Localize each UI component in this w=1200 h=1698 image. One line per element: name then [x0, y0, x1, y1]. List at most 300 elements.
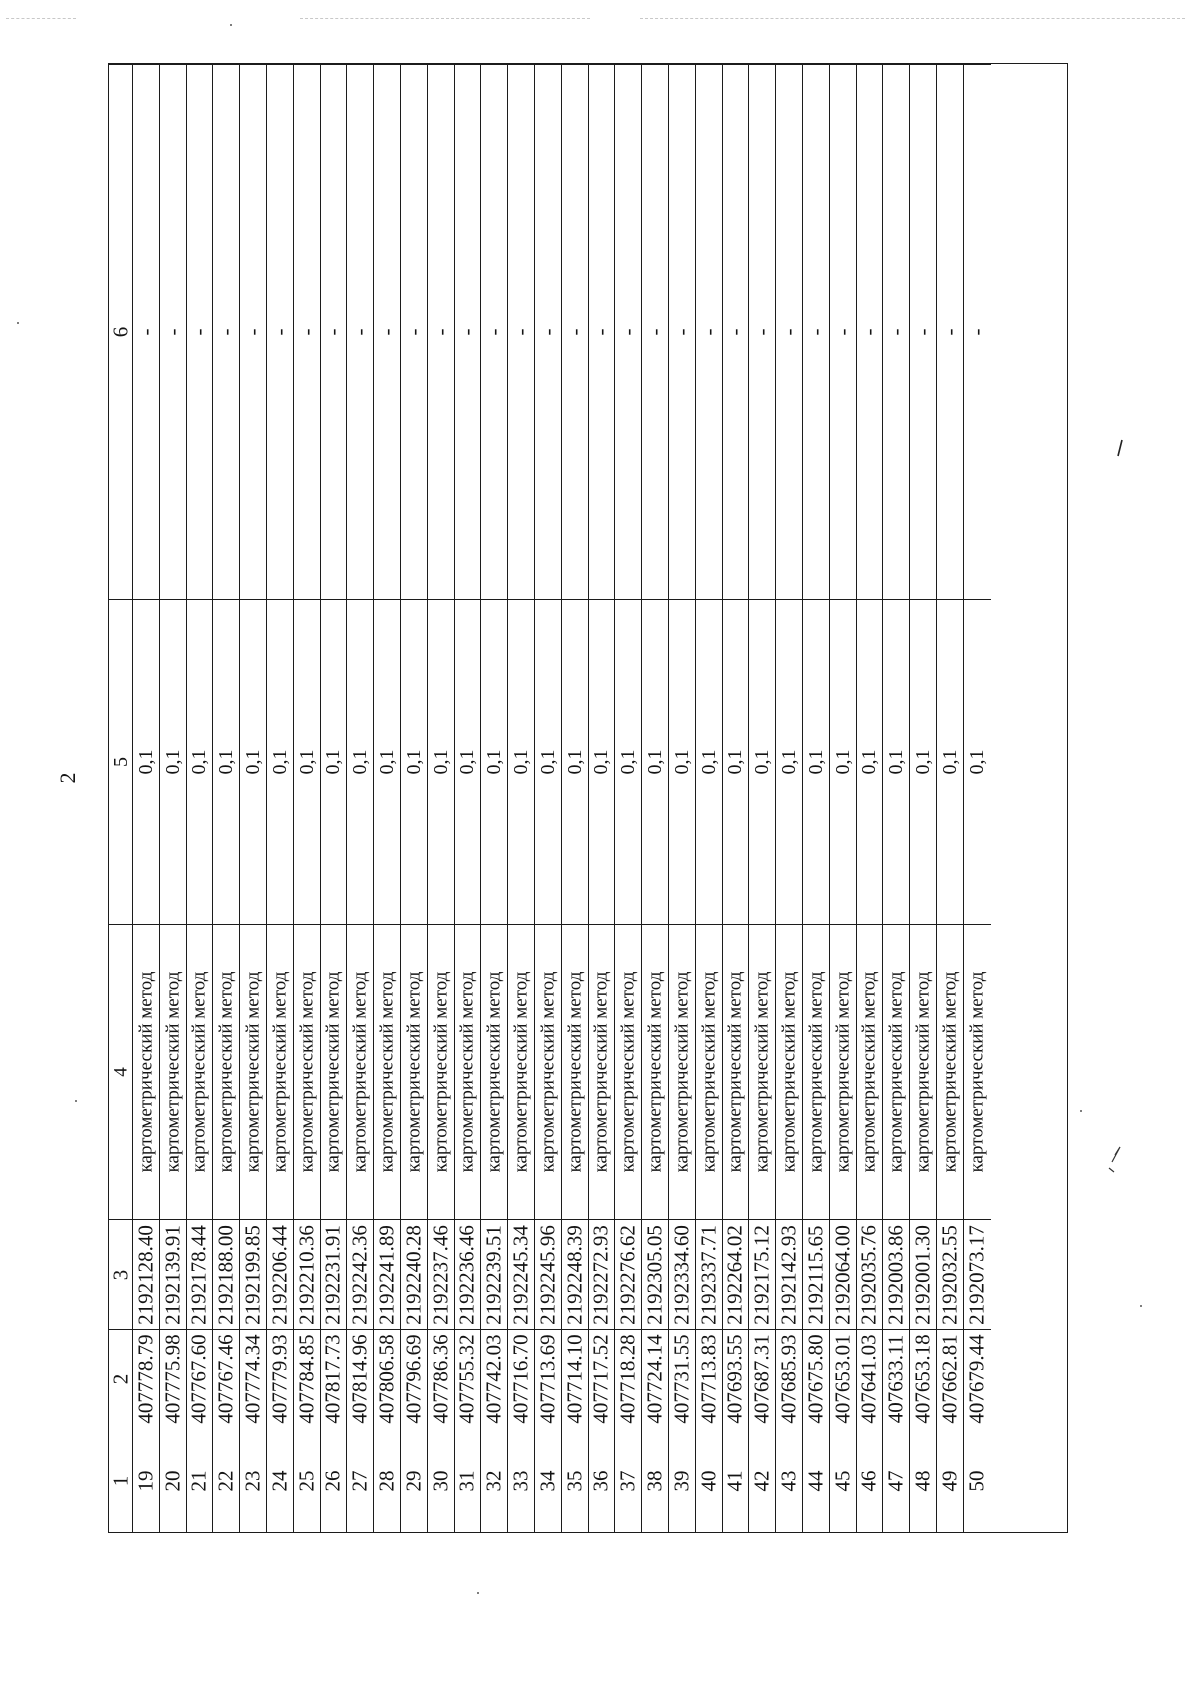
- cell-x-coordinate: [374, 1329, 400, 1427]
- header-cell-point-number: [109, 1427, 132, 1534]
- cell-text-method: картометрический метод: [188, 971, 210, 1173]
- cell-text-note: -: [669, 328, 694, 336]
- cell-note: [481, 64, 507, 599]
- cell-text-point-number: 25: [294, 1470, 319, 1491]
- cell-point-number: [857, 1427, 883, 1534]
- cell-text-y-coordinate: 2192231.91: [320, 1224, 345, 1325]
- cell-y-coordinate: [642, 1219, 668, 1329]
- cell-accuracy: [937, 599, 963, 924]
- cell-text-accuracy: 0,1: [402, 749, 425, 775]
- cell-text-y-coordinate: 2192239.51: [481, 1224, 506, 1325]
- cell-x-coordinate: [937, 1329, 963, 1427]
- cell-text-accuracy: 0,1: [644, 749, 667, 775]
- cell-point-number: [374, 1427, 400, 1534]
- cell-text-x-coordinate: 407779.93: [267, 1333, 292, 1424]
- cell-x-coordinate: [696, 1329, 722, 1427]
- header-label-note: 6: [108, 326, 132, 338]
- cell-text-method: картометрический метод: [590, 971, 612, 1173]
- cell-point-number: [321, 1427, 347, 1534]
- cell-note: [508, 64, 534, 599]
- cell-method: [910, 924, 936, 1219]
- cell-x-coordinate: [508, 1329, 534, 1427]
- cell-y-coordinate: [347, 1219, 373, 1329]
- cell-note: [642, 64, 668, 599]
- cell-text-method: картометрический метод: [617, 971, 639, 1173]
- cell-x-coordinate: [187, 1329, 213, 1427]
- cell-text-accuracy: 0,1: [938, 749, 961, 775]
- cell-note: [803, 64, 829, 599]
- cell-text-x-coordinate: 407713.83: [696, 1333, 721, 1424]
- cell-text-y-coordinate: 2192248.39: [562, 1224, 587, 1325]
- cell-x-coordinate: [347, 1329, 373, 1427]
- cell-text-method: картометрический метод: [724, 971, 746, 1173]
- cell-text-note: -: [213, 328, 238, 336]
- cell-text-accuracy: 0,1: [295, 749, 318, 775]
- cell-text-note: -: [133, 328, 158, 336]
- cell-text-method: картометрический метод: [832, 971, 854, 1173]
- cell-text-point-number: 50: [964, 1470, 989, 1491]
- cell-text-accuracy: 0,1: [268, 749, 291, 775]
- cell-note: [294, 64, 320, 599]
- cell-note: [776, 64, 802, 599]
- cell-text-accuracy: 0,1: [510, 749, 533, 775]
- cell-text-point-number: 45: [830, 1470, 855, 1491]
- header-label-y-coordinate: 3: [108, 1269, 132, 1280]
- header-cell-accuracy: [109, 599, 132, 924]
- cell-text-accuracy: 0,1: [188, 749, 211, 775]
- cell-text-method: картометрический метод: [698, 971, 720, 1173]
- cell-text-point-number: 46: [856, 1470, 881, 1491]
- cell-accuracy: [481, 599, 507, 924]
- cell-text-y-coordinate: 2192178.44: [186, 1224, 211, 1325]
- cell-x-coordinate: [133, 1329, 159, 1427]
- cell-text-y-coordinate: 2192210.36: [294, 1224, 319, 1325]
- header-label-method: 4: [110, 1067, 131, 1077]
- cell-text-accuracy: 0,1: [617, 749, 640, 775]
- cell-method: [133, 924, 159, 1219]
- cell-text-y-coordinate: 2192241.89: [374, 1224, 399, 1325]
- cell-text-accuracy: 0,1: [724, 749, 747, 775]
- cell-text-x-coordinate: 407687.31: [749, 1333, 774, 1424]
- cell-note: [213, 64, 239, 599]
- cell-y-coordinate: [749, 1219, 775, 1329]
- cell-text-point-number: 31: [454, 1470, 479, 1491]
- cell-text-y-coordinate: 2192128.40: [133, 1224, 158, 1325]
- cell-method: [830, 924, 856, 1219]
- header-cell-method: [109, 924, 132, 1219]
- table-row: [321, 64, 348, 1532]
- cell-text-accuracy: 0,1: [456, 749, 479, 775]
- cell-accuracy: [321, 599, 347, 924]
- cell-note: [455, 64, 481, 599]
- cell-text-note: -: [749, 328, 774, 336]
- table-row: [347, 64, 374, 1532]
- cell-note: [830, 64, 856, 599]
- cell-note: [857, 64, 883, 599]
- table-row: [589, 64, 616, 1532]
- cell-text-note: -: [454, 328, 479, 336]
- cell-note: [589, 64, 615, 599]
- cell-y-coordinate: [321, 1219, 347, 1329]
- cell-method: [696, 924, 722, 1219]
- cell-method: [294, 924, 320, 1219]
- cell-text-x-coordinate: 407755.32: [454, 1333, 479, 1424]
- table-row: [213, 64, 240, 1532]
- cell-method: [347, 924, 373, 1219]
- cell-y-coordinate: [481, 1219, 507, 1329]
- cell-text-y-coordinate: 2192032.55: [937, 1224, 962, 1325]
- cell-text-x-coordinate: 407774.34: [240, 1333, 265, 1424]
- cell-point-number: [401, 1427, 427, 1534]
- header-label-point-number: 1: [108, 1475, 132, 1486]
- cell-y-coordinate: [187, 1219, 213, 1329]
- cell-text-accuracy: 0,1: [670, 749, 693, 775]
- cell-x-coordinate: [321, 1329, 347, 1427]
- cell-point-number: [723, 1427, 749, 1534]
- cell-text-note: -: [562, 328, 587, 336]
- cell-y-coordinate: [696, 1219, 722, 1329]
- cell-method: [481, 924, 507, 1219]
- cell-note: [187, 64, 213, 599]
- cell-text-accuracy: 0,1: [804, 749, 827, 775]
- cell-point-number: [589, 1427, 615, 1534]
- cell-text-note: -: [186, 328, 211, 336]
- cell-text-note: -: [401, 328, 426, 336]
- cell-point-number: [133, 1427, 159, 1534]
- cell-text-y-coordinate: 2192064.00: [830, 1224, 855, 1325]
- cell-point-number: [508, 1427, 534, 1534]
- table-row: [803, 64, 830, 1532]
- cell-text-y-coordinate: 2192188.00: [213, 1224, 238, 1325]
- cell-text-method: картометрический метод: [858, 971, 880, 1173]
- cell-x-coordinate: [964, 1329, 991, 1427]
- cell-text-y-coordinate: 2192242.36: [347, 1224, 372, 1325]
- cell-text-accuracy: 0,1: [349, 749, 372, 775]
- cell-text-point-number: 23: [240, 1470, 265, 1491]
- header-cell-y-coordinate: [109, 1219, 132, 1329]
- cell-accuracy: [401, 599, 427, 924]
- cell-text-method: картометрический метод: [483, 971, 505, 1173]
- cell-method: [803, 924, 829, 1219]
- cell-text-y-coordinate: 2192001.30: [910, 1224, 935, 1325]
- cell-point-number: [240, 1427, 266, 1534]
- cell-accuracy: [615, 599, 641, 924]
- cell-text-note: -: [347, 328, 372, 336]
- cell-text-note: -: [588, 328, 613, 336]
- cell-method: [508, 924, 534, 1219]
- cell-text-point-number: 29: [401, 1470, 426, 1491]
- cell-accuracy: [428, 599, 454, 924]
- cell-text-y-coordinate: 2192237.46: [428, 1224, 453, 1325]
- cell-text-note: -: [803, 328, 828, 336]
- cell-y-coordinate: [401, 1219, 427, 1329]
- cell-text-method: картометрический метод: [885, 971, 907, 1173]
- table-row: [455, 64, 482, 1532]
- cell-x-coordinate: [803, 1329, 829, 1427]
- cell-x-coordinate: [910, 1329, 936, 1427]
- cell-text-y-coordinate: 2192264.02: [722, 1224, 747, 1325]
- cell-note: [696, 64, 722, 599]
- cell-text-note: -: [481, 328, 506, 336]
- cell-text-point-number: 48: [910, 1470, 935, 1491]
- table-row: [696, 64, 723, 1532]
- cell-text-point-number: 30: [428, 1470, 453, 1491]
- cell-text-note: -: [937, 328, 962, 336]
- cell-text-method: картометрический метод: [296, 971, 318, 1173]
- cell-x-coordinate: [615, 1329, 641, 1427]
- cell-text-point-number: 40: [696, 1470, 721, 1491]
- cell-text-accuracy: 0,1: [161, 749, 184, 775]
- cell-text-x-coordinate: 407767.60: [186, 1333, 211, 1424]
- cell-text-note: -: [294, 328, 319, 336]
- cell-text-point-number: 32: [481, 1470, 506, 1491]
- cell-point-number: [294, 1427, 320, 1534]
- cell-text-note: -: [508, 328, 533, 336]
- cell-point-number: [213, 1427, 239, 1534]
- cell-text-x-coordinate: 407693.55: [722, 1333, 747, 1424]
- cell-text-y-coordinate: 2192272.93: [588, 1224, 613, 1325]
- cell-point-number: [267, 1427, 293, 1534]
- cell-point-number: [455, 1427, 481, 1534]
- table-row: [964, 64, 991, 1532]
- cell-text-y-coordinate: 2192035.76: [856, 1224, 881, 1325]
- cell-point-number: [964, 1427, 991, 1534]
- cell-text-x-coordinate: 407653.18: [910, 1333, 935, 1424]
- cell-accuracy: [213, 599, 239, 924]
- cell-x-coordinate: [481, 1329, 507, 1427]
- cell-method: [455, 924, 481, 1219]
- cell-accuracy: [883, 599, 909, 924]
- cell-text-x-coordinate: 407717.52: [588, 1333, 613, 1424]
- cell-accuracy: [267, 599, 293, 924]
- cell-point-number: [535, 1427, 561, 1534]
- cell-text-y-coordinate: 2192305.05: [642, 1224, 667, 1325]
- cell-point-number: [910, 1427, 936, 1534]
- cell-text-accuracy: 0,1: [536, 749, 559, 775]
- header-label-accuracy: 5: [109, 757, 132, 767]
- cell-text-x-coordinate: 407653.01: [830, 1333, 855, 1424]
- cell-y-coordinate: [267, 1219, 293, 1329]
- cell-text-accuracy: 0,1: [563, 749, 586, 775]
- cell-y-coordinate: [160, 1219, 186, 1329]
- cell-text-y-coordinate: 2192276.62: [615, 1224, 640, 1325]
- cell-text-x-coordinate: 407814.96: [347, 1333, 372, 1424]
- cell-method: [749, 924, 775, 1219]
- cell-text-note: -: [830, 328, 855, 336]
- cell-text-point-number: 36: [588, 1470, 613, 1491]
- cell-x-coordinate: [160, 1329, 186, 1427]
- cell-text-x-coordinate: 407718.28: [615, 1333, 640, 1424]
- cell-method: [642, 924, 668, 1219]
- cell-text-y-coordinate: 2192245.96: [535, 1224, 560, 1325]
- cell-text-accuracy: 0,1: [697, 749, 720, 775]
- cell-text-x-coordinate: 407786.36: [428, 1333, 453, 1424]
- cell-text-method: картометрический метод: [135, 971, 157, 1173]
- cell-note: [133, 64, 159, 599]
- cell-text-accuracy: 0,1: [322, 749, 345, 775]
- cell-text-x-coordinate: 407796.69: [401, 1333, 426, 1424]
- cell-point-number: [187, 1427, 213, 1534]
- cell-y-coordinate: [723, 1219, 749, 1329]
- cell-text-accuracy: 0,1: [134, 749, 157, 775]
- cell-text-x-coordinate: 407675.80: [803, 1333, 828, 1424]
- cell-method: [964, 924, 991, 1219]
- cell-accuracy: [669, 599, 695, 924]
- cell-y-coordinate: [776, 1219, 802, 1329]
- cell-y-coordinate: [669, 1219, 695, 1329]
- table-row: [669, 64, 696, 1532]
- cell-text-y-coordinate: 2192199.85: [240, 1224, 265, 1325]
- cell-text-point-number: 26: [320, 1470, 345, 1491]
- cell-x-coordinate: [267, 1329, 293, 1427]
- cell-text-method: картометрический метод: [912, 971, 934, 1173]
- cell-note: [374, 64, 400, 599]
- cell-text-note: -: [428, 328, 453, 336]
- cell-text-point-number: 24: [267, 1470, 292, 1491]
- cell-text-note: -: [722, 328, 747, 336]
- table-row: [749, 64, 776, 1532]
- cell-method: [428, 924, 454, 1219]
- cell-text-method: картометрический метод: [671, 971, 693, 1173]
- cell-x-coordinate: [830, 1329, 856, 1427]
- cell-accuracy: [776, 599, 802, 924]
- cell-text-method: картометрический метод: [162, 971, 184, 1173]
- cell-method: [937, 924, 963, 1219]
- cell-note: [347, 64, 373, 599]
- cell-text-point-number: 28: [374, 1470, 399, 1491]
- cell-point-number: [669, 1427, 695, 1534]
- cell-accuracy: [589, 599, 615, 924]
- cell-text-point-number: 27: [347, 1470, 372, 1491]
- cell-text-point-number: 43: [776, 1470, 801, 1491]
- cell-text-point-number: 49: [937, 1470, 962, 1491]
- cell-point-number: [615, 1427, 641, 1534]
- table-row: [374, 64, 401, 1532]
- cell-text-x-coordinate: 407784.85: [294, 1333, 319, 1424]
- cell-accuracy: [696, 599, 722, 924]
- table-row: [187, 64, 214, 1532]
- table-row: [160, 64, 187, 1532]
- cell-point-number: [776, 1427, 802, 1534]
- coordinate-table: [108, 63, 1068, 1533]
- cell-text-x-coordinate: 407767.46: [213, 1333, 238, 1424]
- cell-text-point-number: 21: [186, 1470, 211, 1491]
- cell-text-note: -: [910, 328, 935, 336]
- cell-text-point-number: 33: [508, 1470, 533, 1491]
- table-row: [294, 64, 321, 1532]
- cell-accuracy: [347, 599, 373, 924]
- cell-text-note: -: [964, 328, 989, 336]
- cell-text-method: картометрический метод: [456, 971, 478, 1173]
- cell-text-point-number: 47: [883, 1470, 908, 1491]
- cell-note: [937, 64, 963, 599]
- cell-y-coordinate: [294, 1219, 320, 1329]
- cell-x-coordinate: [240, 1329, 266, 1427]
- table-row: [401, 64, 428, 1532]
- cell-text-method: картометрический метод: [644, 971, 666, 1173]
- cell-text-note: -: [883, 328, 908, 336]
- cell-text-x-coordinate: 407731.55: [669, 1333, 694, 1424]
- cell-text-x-coordinate: 407633.11: [883, 1334, 908, 1423]
- cell-accuracy: [294, 599, 320, 924]
- cell-text-x-coordinate: 407724.14: [642, 1333, 667, 1424]
- cell-point-number: [642, 1427, 668, 1534]
- cell-text-x-coordinate: 407742.03: [481, 1333, 506, 1424]
- cell-point-number: [883, 1427, 909, 1534]
- cell-accuracy: [910, 599, 936, 924]
- cell-note: [160, 64, 186, 599]
- cell-method: [213, 924, 239, 1219]
- cell-point-number: [749, 1427, 775, 1534]
- cell-y-coordinate: [508, 1219, 534, 1329]
- cell-text-x-coordinate: 407714.10: [562, 1333, 587, 1424]
- cell-text-note: -: [374, 328, 399, 336]
- cell-y-coordinate: [964, 1219, 991, 1329]
- cell-x-coordinate: [749, 1329, 775, 1427]
- cell-text-note: -: [615, 328, 640, 336]
- cell-text-accuracy: 0,1: [751, 749, 774, 775]
- cell-text-accuracy: 0,1: [831, 749, 854, 775]
- cell-method: [589, 924, 615, 1219]
- cell-point-number: [481, 1427, 507, 1534]
- cell-x-coordinate: [401, 1329, 427, 1427]
- cell-accuracy: [830, 599, 856, 924]
- cell-y-coordinate: [589, 1219, 615, 1329]
- cell-text-method: картометрический метод: [510, 971, 532, 1173]
- cell-text-method: картометрический метод: [215, 971, 237, 1173]
- cell-y-coordinate: [374, 1219, 400, 1329]
- cell-text-method: картометрический метод: [778, 971, 800, 1173]
- cell-note: [401, 64, 427, 599]
- cell-text-method: картометрический метод: [376, 971, 398, 1173]
- cell-point-number: [160, 1427, 186, 1534]
- cell-method: [669, 924, 695, 1219]
- cell-text-y-coordinate: 2192175.12: [749, 1224, 774, 1325]
- cell-method: [857, 924, 883, 1219]
- cell-text-method: картометрический метод: [751, 971, 773, 1173]
- cell-method: [240, 924, 266, 1219]
- cell-x-coordinate: [294, 1329, 320, 1427]
- cell-note: [669, 64, 695, 599]
- table-row: [535, 64, 562, 1532]
- cell-text-y-coordinate: 2192206.44: [267, 1224, 292, 1325]
- cell-text-y-coordinate: 2192236.46: [454, 1224, 479, 1325]
- table-row: [562, 64, 589, 1532]
- cell-text-note: -: [267, 328, 292, 336]
- cell-text-method: картометрический метод: [322, 971, 344, 1173]
- table-row: [267, 64, 294, 1532]
- cell-text-point-number: 38: [642, 1470, 667, 1491]
- cell-text-y-coordinate: 2192115.65: [803, 1225, 828, 1324]
- table-row: [642, 64, 669, 1532]
- cell-y-coordinate: [240, 1219, 266, 1329]
- cell-y-coordinate: [428, 1219, 454, 1329]
- table-row: [428, 64, 455, 1532]
- cell-y-coordinate: [562, 1219, 588, 1329]
- cell-y-coordinate: [455, 1219, 481, 1329]
- cell-text-y-coordinate: 2192245.34: [508, 1224, 533, 1325]
- cell-accuracy: [723, 599, 749, 924]
- cell-accuracy: [642, 599, 668, 924]
- cell-method: [776, 924, 802, 1219]
- cell-text-method: картометрический метод: [242, 971, 264, 1173]
- cell-x-coordinate: [589, 1329, 615, 1427]
- table-row: [240, 64, 267, 1532]
- cell-accuracy: [133, 599, 159, 924]
- cell-point-number: [347, 1427, 373, 1534]
- cell-x-coordinate: [535, 1329, 561, 1427]
- cell-text-x-coordinate: 407775.98: [160, 1333, 185, 1424]
